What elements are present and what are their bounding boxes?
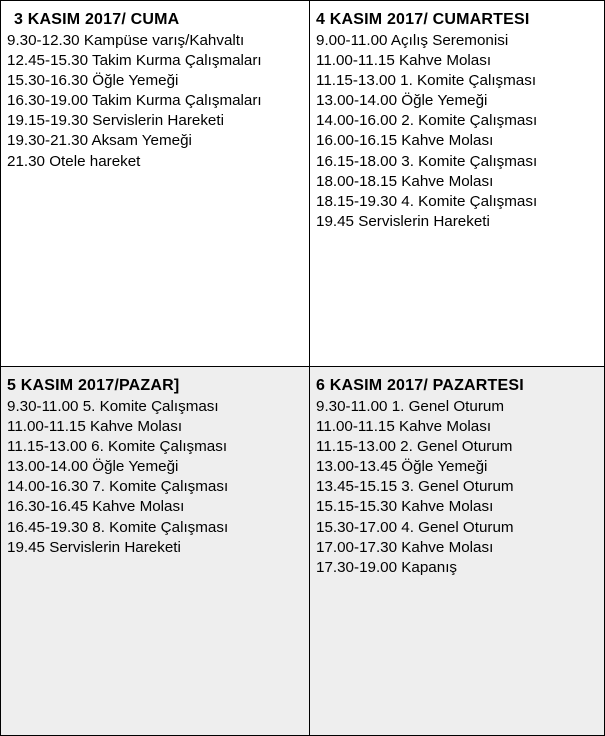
day-title: 6 KASIM 2017/ PAZARTESI	[316, 377, 524, 394]
day-title: 3 KASIM 2017/ CUMA	[14, 11, 180, 28]
schedule-item: 11.15-13.00 2. Genel Oturum	[316, 438, 513, 456]
schedule-item: 9.30-11.00 5. Komite Çalışması	[7, 398, 219, 415]
schedule-item: 19.15-19.30 Servislerin Hareketi	[7, 112, 224, 130]
day-schedule-list	[7, 31, 309, 172]
day-schedule-list	[7, 397, 309, 558]
schedule-item: 16.00-16.15 Kahve Molası	[316, 132, 494, 150]
schedule-item: 18.00-18.15 Kahve Molası	[316, 172, 494, 190]
schedule-item: 9.30-12.30 Kampüse varış/Kahvaltı	[7, 32, 245, 49]
schedule-item: 11.15-13.00 1. Komite Çalışması	[316, 72, 537, 90]
day-schedule-list	[316, 397, 604, 578]
schedule-item: 13.00-14.00 Öğle Yemeği	[7, 458, 179, 476]
schedule-item: 21.30 Otele hareket	[7, 152, 141, 170]
schedule-item: 19.30-21.30 Aksam Yemeği	[7, 132, 192, 150]
schedule-item: 11.00-11.15 Kahve Molası	[316, 418, 492, 436]
day-cell-sunday	[1, 367, 309, 735]
schedule-item: 19.45 Servislerin Hareketi	[316, 212, 490, 230]
day-title: 5 KASIM 2017/PAZAR]	[7, 377, 180, 394]
schedule-item: 18.15-19.30 4. Komite Çalışması	[316, 192, 538, 210]
schedule-item: 16.30-16.45 Kahve Molası	[7, 498, 185, 516]
schedule-item: 15.30-16.30 Öğle Yemeği	[7, 72, 179, 90]
schedule-item: 13.00-13.45 Öğle Yemeği	[316, 458, 488, 476]
schedule-item: 9.30-11.00 1. Genel Oturum	[316, 398, 504, 415]
schedule-item: 12.45-15.30 Takim Kurma Çalışmaları	[7, 52, 262, 70]
day-cell-monday	[310, 367, 604, 735]
schedule-item: 17.30-19.00 Kapanış	[316, 558, 458, 576]
schedule-item: 14.00-16.30 7. Komite Çalışması	[7, 478, 229, 496]
schedule-item: 15.30-17.00 4. Genel Oturum	[316, 518, 514, 536]
schedule-item: 16.15-18.00 3. Komite Çalışması	[316, 152, 538, 170]
day-cell-friday	[1, 1, 309, 366]
schedule-item: 16.45-19.30 8. Komite Çalışması	[7, 518, 229, 536]
schedule-item: 13.45-15.15 3. Genel Oturum	[316, 478, 514, 496]
day-schedule-list	[316, 31, 604, 232]
schedule-item: 17.00-17.30 Kahve Molası	[316, 538, 494, 556]
day-title: 4 KASIM 2017/ CUMARTESI	[316, 11, 530, 28]
schedule-item: 19.45 Servislerin Hareketi	[7, 538, 181, 556]
schedule-item: 16.30-19.00 Takim Kurma Çalışmaları	[7, 92, 262, 110]
schedule-item: 14.00-16.00 2. Komite Çalışması	[316, 112, 538, 130]
schedule-item: 11.00-11.15 Kahve Molası	[7, 418, 183, 436]
schedule-item: 11.00-11.15 Kahve Molası	[316, 52, 492, 70]
schedule-item: 13.00-14.00 Öğle Yemeği	[316, 92, 488, 110]
schedule-item: 15.15-15.30 Kahve Molası	[316, 498, 494, 516]
day-cell-saturday	[310, 1, 604, 366]
schedule-item: 11.15-13.00 6. Komite Çalışması	[7, 438, 228, 456]
schedule-item: 9.00-11.00 Açılış Seremonisi	[316, 32, 509, 49]
